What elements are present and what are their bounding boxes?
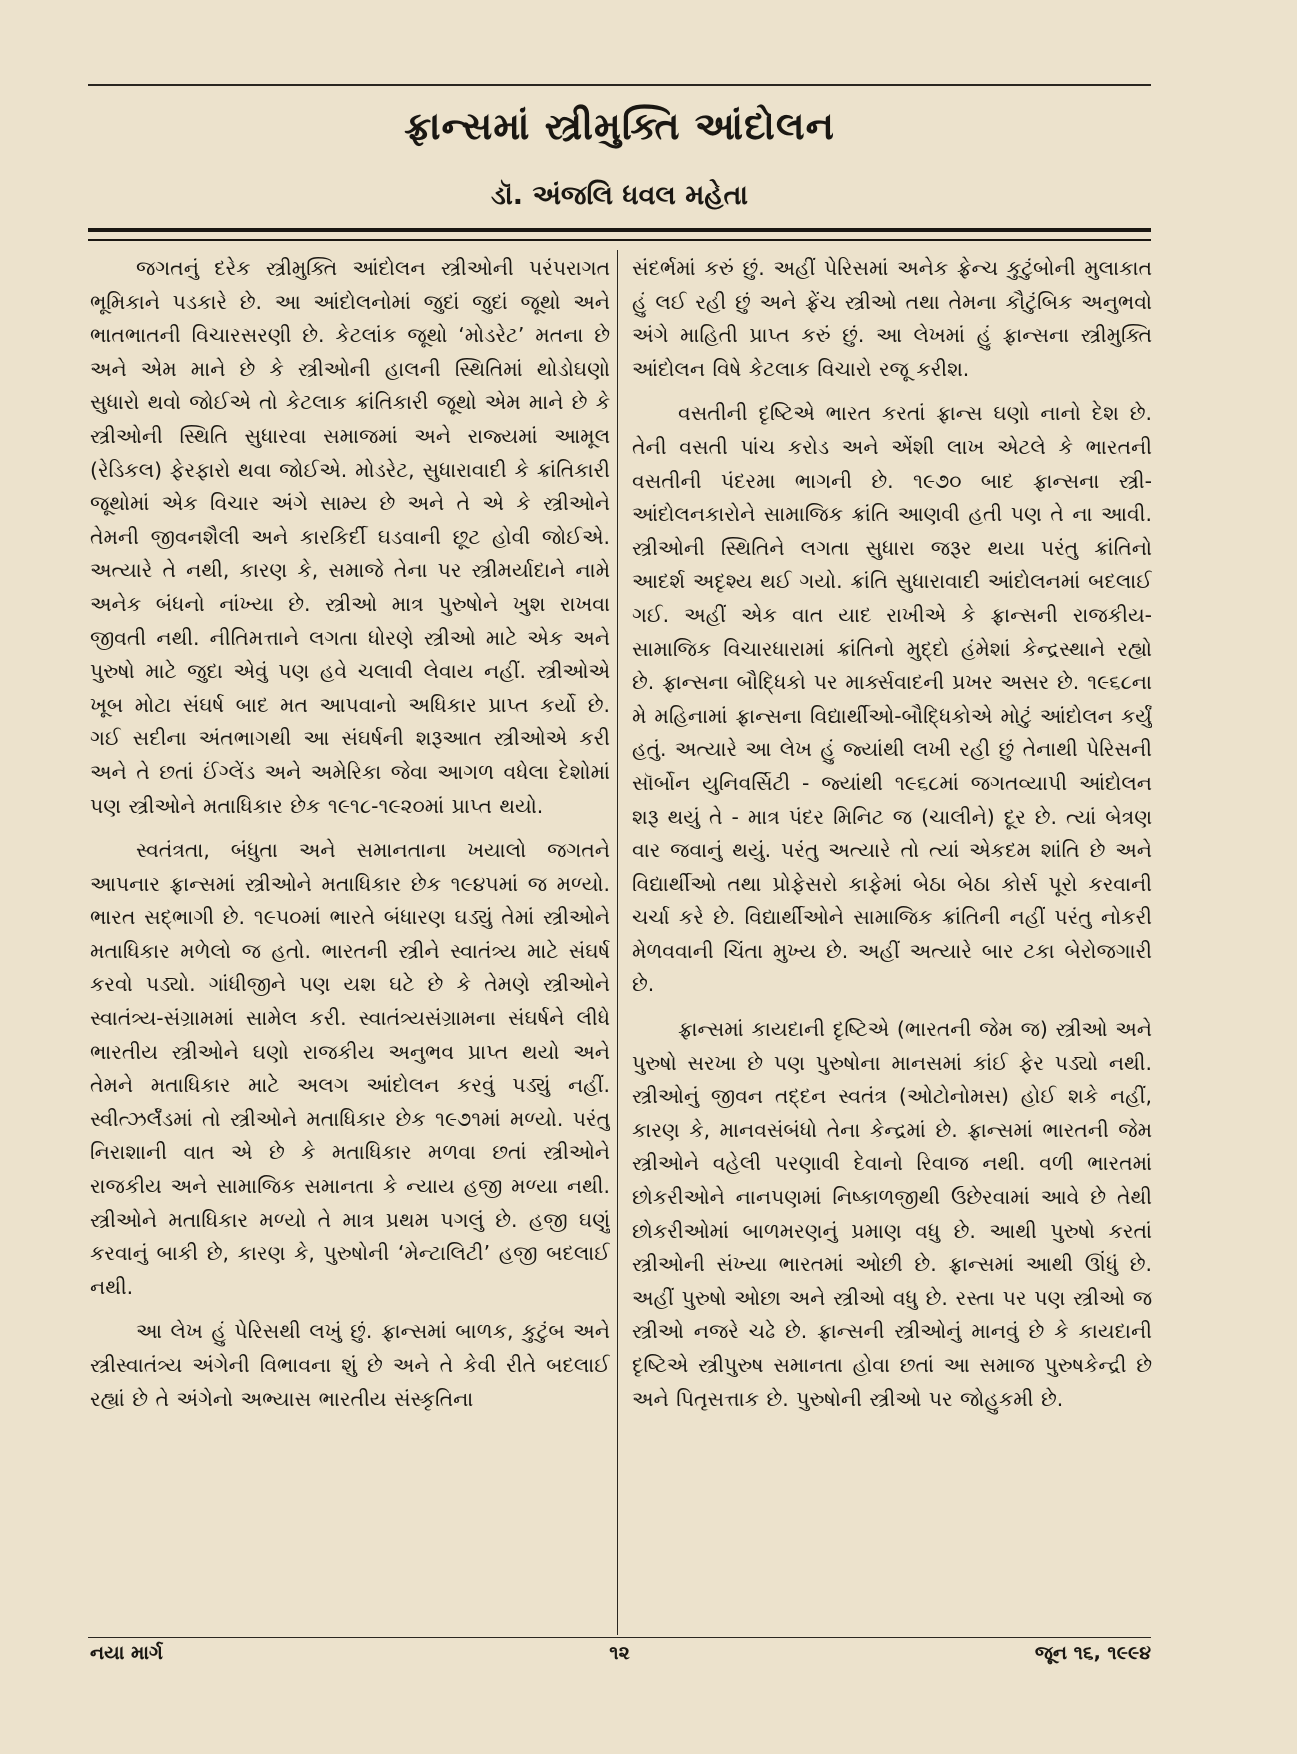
article-title: ફ્રાન્સમાં સ્ત્રીમુક્તિ આંદોલન <box>404 104 835 148</box>
paragraph: સ્વતંત્રતા, બંધુતા અને સમાનતાના ખયાલો જગતને આપનાર ફ્રાન્સમાં સ્ત્રીઓને મતાધિકાર છેક ૧૯૪૫માં જ મળ્યો. ભારત સદ્ભાગી છે. ૧૯૫૦માં ભારતે બંધારણ ઘડ્યું તેમાં સ્ત્રીઓને મતાધિકાર મળેલો જ હતો. ભારતની સ્ત્રીને સ્વાતંત્ર્ય માટે સંઘર્ષ કરવો પડ્યો. ગાંધીજીને પણ યશ ઘટે છે કે તેમણે સ્ત્રીઓને સ્વાતંત્ર્ય-સંગ્રામમાં સામેલ કરી. સ્વાતંત્ર્યસંગ્રામના સંઘર્ષને લીધે ભારતીય સ્ત્રીઓને ઘણો રાજકીય અનુભવ પ્રાપ્ત થયો અને તેમને મતાધિકાર માટે અલગ આંદોલન કરવું પડ્યું નહીં. સ્વીત્ઝર્લૅંડમાં તો સ્ત્રીઓને મતાધિકાર છેક ૧૯૭૧માં મળ્યો. પરંતુ નિરાશાની વાત એ છે કે મતાધિકાર મળવા છતાં સ્ત્રીઓને રાજકીય અને સામાજિક સમાનતા કે ન્યાય હજી મળ્યા નથી. સ્ત્રીઓને મતાધિકાર મળ્યો તે માત્ર પ્રથમ પગલું છે. હજી ઘણું કરવાનું બાકી છે, કારણ કે, પુરુષોની ‘મેન્ટાલિટી’ હજી બદલાઈ નથી. <box>90 838 610 1299</box>
paragraph: આ લેખ હું પેરિસથી લખું છું. ફ્રાન્સમાં બાળક, કુટુંબ અને સ્ત્રીસ્વાતંત્ર્ય અંગેની વિભાવના શું છે અને તે કેવી રીતે બદલાઈ રહ્યાં છે તે અંગેનો અભ્યાસ ભારતીય સંસ્કૃતિના <box>90 1319 610 1411</box>
article-author: ડૉ. અંજલિ ધવલ મહેતા <box>491 180 748 211</box>
page-number: ૧૨ <box>609 1642 630 1664</box>
paragraph: ફ્રાન્સમાં કાયદાની દૃષ્ટિએ (ભારતની જેમ જ) સ્ત્રીઓ અને પુરુષો સરખા છે પણ પુરુષોના માનસમાં કાંઈ ફેર પડ્યો નથી. સ્ત્રીઓનું જીવન તદ્દન સ્વતંત્ર (ઓટોનોમસ) હોઈ શકે નહીં, કારણ કે, માનવસંબંધો તેના કેન્દ્રમાં છે. ફ્રાન્સમાં ભારતની જેમ સ્ત્રીઓને વહેલી પરણાવી દેવાનો રિવાજ નથી. વળી ભારતમાં છોકરીઓને નાનપણમાં નિષ્કાળજીથી ઉછેરવામાં આવે છે તેથી છોકરીઓમાં બાળમરણનું પ્રમાણ વધુ છે. આથી પુરુષો કરતાં સ્ત્રીઓની સંખ્યા ભારતમાં ઓછી છે. ફ્રાન્સમાં આથી ઊંધું છે. અહીં પુરુષો ઓછા અને સ્ત્રીઓ વધુ છે. રસ્તા પર પણ સ્ત્રીઓ જ સ્ત્રીઓ નજરે ચઢે છે. ફ્રાન્સની સ્ત્રીઓનું માનવું છે કે કાયદાની દૃષ્ટિએ સ્ત્રીપુરુષ સમાનતા હોવા છતાં આ સમાજ પુરુષકેન્દ્રી છે અને પિતૃસત્તાક છે. પુરુષોની સ્ત્રીઓ પર જોહુકમી છે. <box>632 1017 1152 1411</box>
header-double-rule <box>88 228 1151 241</box>
paragraph: જગતનું દરેક સ્ત્રીમુક્તિ આંદોલન સ્ત્રીઓની પરંપરાગત ભૂમિકાને પડકારે છે. આ આંદોલનોમાં જુદાં જુદાં જૂથો અને ભાતભાતની વિચારસરણી છે. કેટલાંક જૂથો ‘મોડરેટ’ મતના છે અને એમ માને છે કે સ્ત્રીઓની હાલની સ્થિતિમાં થોડોઘણો સુધારો થવો જોઈએ તો કેટલાક ક્રાંતિકારી જૂથો એમ માને છે કે સ્ત્રીઓની સ્થિતિ સુધારવા સમાજમાં અને રાજ્યમાં આમૂલ (રેડિકલ) ફેરફારો થવા જોઈએ. મોડરેટ, સુધારાવાદી કે ક્રાંતિકારી જૂથોમાં એક વિચાર અંગે સામ્ય છે અને તે એ કે સ્ત્રીઓને તેમની જીવનશૈલી અને કારકિર્દી ઘડવાની છૂટ હોવી જોઈએ. અત્યારે તે નથી, કારણ કે, સમાજે તેના પર સ્ત્રીમર્યાદાને નામે અનેક બંધનો નાંખ્યા છે. સ્ત્રીઓ માત્ર પુરુષોને ખુશ રાખવા જીવતી નથી. નીતિમત્તાને લગતા ધોરણે સ્ત્રીઓ માટે એક અને પુરુષો માટે જુદા એવું પણ હવે ચલાવી લેવાય નહીં. સ્ત્રીઓએ ખૂબ મોટા સંઘર્ષ બાદ મત આપવાનો અધિકાર પ્રાપ્ત કર્યો છે. ગઈ સદીના અંતભાગથી આ સંઘર્ષની શરૂઆત સ્ત્રીઓએ કરી અને તે છતાં ઈંગ્લેંડ અને અમેરિકા જેવા આગળ વધેલા દેશોમાં પણ સ્ત્રીઓને મતાધિકાર છેક ૧૯૧૮-૧૯૨૦માં પ્રાપ્ત થયો. <box>90 256 610 818</box>
page-footer <box>88 1642 1151 1672</box>
left-column <box>90 252 610 1632</box>
paragraph: વસતીની દૃષ્ટિએ ભારત કરતાં ફ્રાન્સ ઘણો નાનો દેશ છે. તેની વસતી પાંચ કરોડ અને એંશી લાખ એટલે કે ભારતની વસતીની પંદરમા ભાગની છે. ૧૯૭૦ બાદ ફ્રાન્સના સ્ત્રી-આંદોલનકારોને સામાજિક ક્રાંતિ આણવી હતી પણ તે ના આવી. સ્ત્રીઓની સ્થિતિને લગતા સુધારા જરૂર થયા પરંતુ ક્રાંતિનો આદર્શ અદૃશ્ય થઈ ગયો. ક્રાંતિ સુધારાવાદી આંદોલનમાં બદલાઈ ગઈ. અહીં એક વાત યાદ રાખીએ કે ફ્રાન્સની રાજકીય-સામાજિક વિચારધારામાં ક્રાંતિનો મુદ્દો હંમેશાં કેન્દ્રસ્થાને રહ્યો છે. ફ્રાન્સના બૌદ્ધિકો પર માર્ક્સવાદની પ્રખર અસર છે. ૧૯૬૮ના મે મહિનામાં ફ્રાન્સના વિદ્યાર્થીઓ-બૌદ્ધિકોએ મોટું આંદોલન કર્યું હતું. અત્યારે આ લેખ હું જ્યાંથી લખી રહી છું તેનાથી પેરિસની સૉર્બોન યુનિવર્સિટી - જ્યાંથી ૧૯૬૮માં જગતવ્યાપી આંદોલન શરૂ થયું તે - માત્ર પંદર મિનિટ જ (ચાલીને) દૂર છે. ત્યાં બેત્રણ વાર જવાનું થયું. પરંતુ અત્યારે તો ત્યાં એકદમ શાંતિ છે અને વિદ્યાર્થીઓ તથા પ્રોફેસરો કાફેમાં બેઠા બેઠા કોર્સ પૂરો કરવાની ચર્ચા કરે છે. વિદ્યાર્થીઓને સામાજિક ક્રાંતિની નહીં પરંતુ નોકરી મેળવવાની ચિંતા મુખ્ય છે. અહીં અત્યારે બાર ટકા બેરોજગારી છે. <box>632 401 1152 997</box>
top-rule <box>88 84 1151 86</box>
footer-rule <box>88 1637 1151 1638</box>
issue-date: જૂન ૧૬, ૧૯૯૪ <box>1034 1642 1151 1664</box>
paragraph-continued: સંદર્ભમાં કરું છું. અહીં પેરિસમાં અનેક ફ્રેન્ચ કુટુંબોની મુલાકાત હું લઈ રહી છું અને ફ્રેંચ સ્ત્રીઓ તથા તેમના કૌટુંબિક અનુભવો અંગે માહિતી પ્રાપ્ત કરું છું. આ લેખમાં હું ફ્રાન્સના સ્ત્રીમુક્તિ આંદોલન વિષે કેટલાક વિચારો રજૂ કરીશ. <box>632 256 1152 381</box>
publication-name: નયા માર્ગ <box>90 1642 163 1664</box>
column-divider <box>617 250 618 1635</box>
right-column <box>632 252 1152 1632</box>
